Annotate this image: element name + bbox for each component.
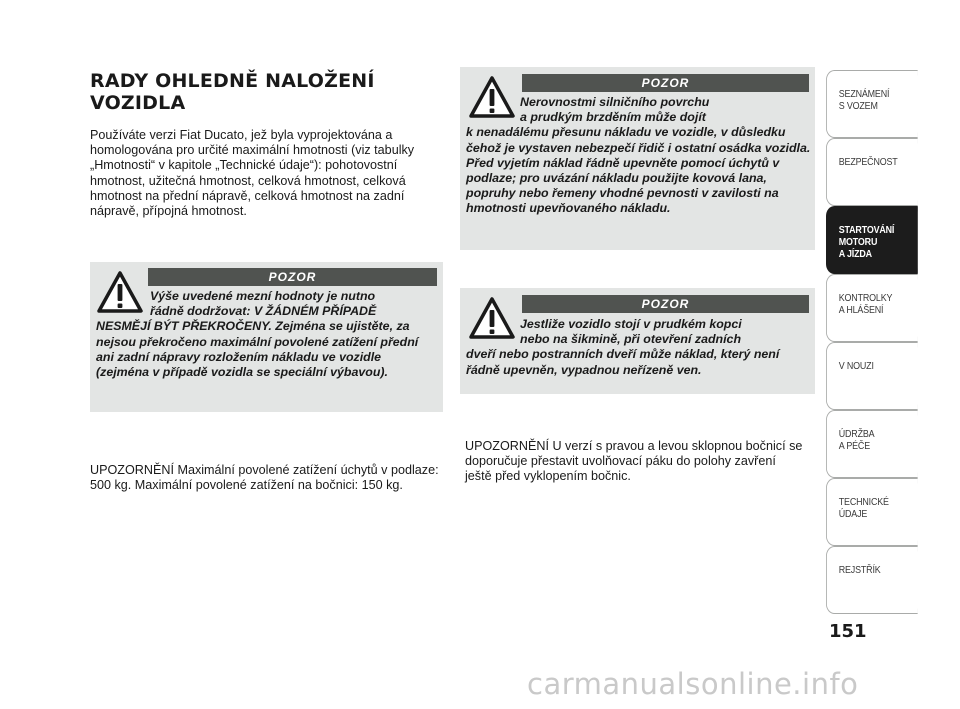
tab-label: STARTOVÁNÍ MOTORU A JÍZDA	[838, 224, 895, 260]
page-number: 151	[829, 621, 867, 642]
warning-text	[466, 95, 811, 217]
warning-box-limits	[90, 262, 443, 412]
tab-label: ÚDRŽBA A PÉČE	[838, 428, 875, 452]
warning-text	[96, 289, 437, 380]
warning-text-line2: a prudkým brzděním může dojít	[520, 110, 706, 125]
section-title	[90, 70, 442, 114]
warning-label: POZOR	[522, 295, 809, 313]
warning-text-line2: řádně dodržovat: V ŽÁDNÉM PŘÍPADĚ	[150, 304, 377, 319]
tab-v-nouzi[interactable]	[826, 342, 918, 410]
tab-label: SEZNÁMENÍ S VOZEM	[838, 88, 890, 112]
tab-startovani[interactable]	[826, 206, 918, 274]
tab-rejstrik[interactable]	[826, 546, 918, 614]
warning-text-line1: Nerovnostmi silničního povrchu	[520, 95, 710, 109]
tab-seznameni[interactable]	[826, 70, 918, 138]
section-title-line1: RADY OHLEDNĚ NALOŽENÍ	[90, 70, 375, 92]
section-title-line2: VOZIDLA	[90, 92, 186, 114]
tab-technicke-udaje[interactable]	[826, 478, 918, 546]
chapter-tabs	[826, 70, 918, 614]
note-floor-anchors: UPOZORNĚNÍ Maximální povolené zatížení úchytů v podlaze: 500 kg. Maximální povolené zatížení na bočnici: 150 kg.	[90, 463, 439, 493]
warning-text-line1: Výše uvedené mezní hodnoty je nutno	[150, 289, 376, 303]
tab-label: V NOUZI	[838, 360, 874, 372]
warning-text	[466, 317, 811, 378]
warning-label: POZOR	[148, 268, 437, 286]
left-column	[90, 70, 442, 219]
tab-label: TECHNICKÉ ÚDAJE	[838, 496, 889, 520]
note-side-panels: UPOZORNĚNÍ U verzí s pravou a levou sklopnou bočnicí se doporučuje přestavit uvolňovací páku do polohy zavření ještě před vyklopením bočnic.	[465, 439, 803, 484]
warning-text-rest: NESMĚJÍ BÝT PŘEKROČENY. Zejména se ujistěte, za nejsou překročeno maximální povolené zatížení přední ani zadní nápravy rozložením nákladu ve vozidle (zejména v případě vozidla se speciální výbavou).	[96, 319, 419, 380]
warning-text-line2: nebo na šikmině, při otevření zadních	[520, 332, 742, 347]
tab-udrzba[interactable]	[826, 410, 918, 478]
tab-bezpecnost[interactable]	[826, 138, 918, 206]
warning-box-road	[460, 67, 815, 250]
warning-label: POZOR	[522, 74, 809, 92]
tab-label: KONTROLKY A HLÁŠENÍ	[838, 292, 893, 316]
warning-text-line1: Jestliže vozidlo stojí v prudkém kopci	[520, 317, 742, 331]
warning-text-rest: dveří nebo postranních dveří může náklad, který není řádně upevněn, vypadnou neřízeně ven.	[466, 347, 780, 377]
watermark: carmanualsonline.info	[527, 667, 859, 701]
tab-kontrolky[interactable]	[826, 274, 918, 342]
warning-box-slope	[460, 288, 815, 394]
tab-label: BEZPEČNOST	[838, 156, 898, 168]
intro-paragraph: Používáte verzi Fiat Ducato, jež byla vyprojektována a homologována pro určité maximální hmotnosti (viz tabulky „Hmotnosti“ v kapitole „Technické údaje“): pohotovostní hmotnost, užitečná hmotnost, celková hmotnost, celková hmotnost na přední nápravě, celková hmotnost na zadní nápravě, přípojná hmotnost.	[90, 128, 415, 219]
tab-label: REJSTŘÍK	[838, 564, 881, 576]
warning-text-rest: k nenadálému přesunu nákladu ve vozidle, v důsledku čehož je vystaven nebezpečí řidič i ostatní osádka vozidla. Před vyjetím náklad řádně upevněte pomocí úchytů v podlaze; pro uvázání nákladu použijte kovová lana, popruhy nebo řemeny vhodné pevnosti v zavilosti na hmotnosti upevňovaného nákladu.	[466, 125, 811, 216]
